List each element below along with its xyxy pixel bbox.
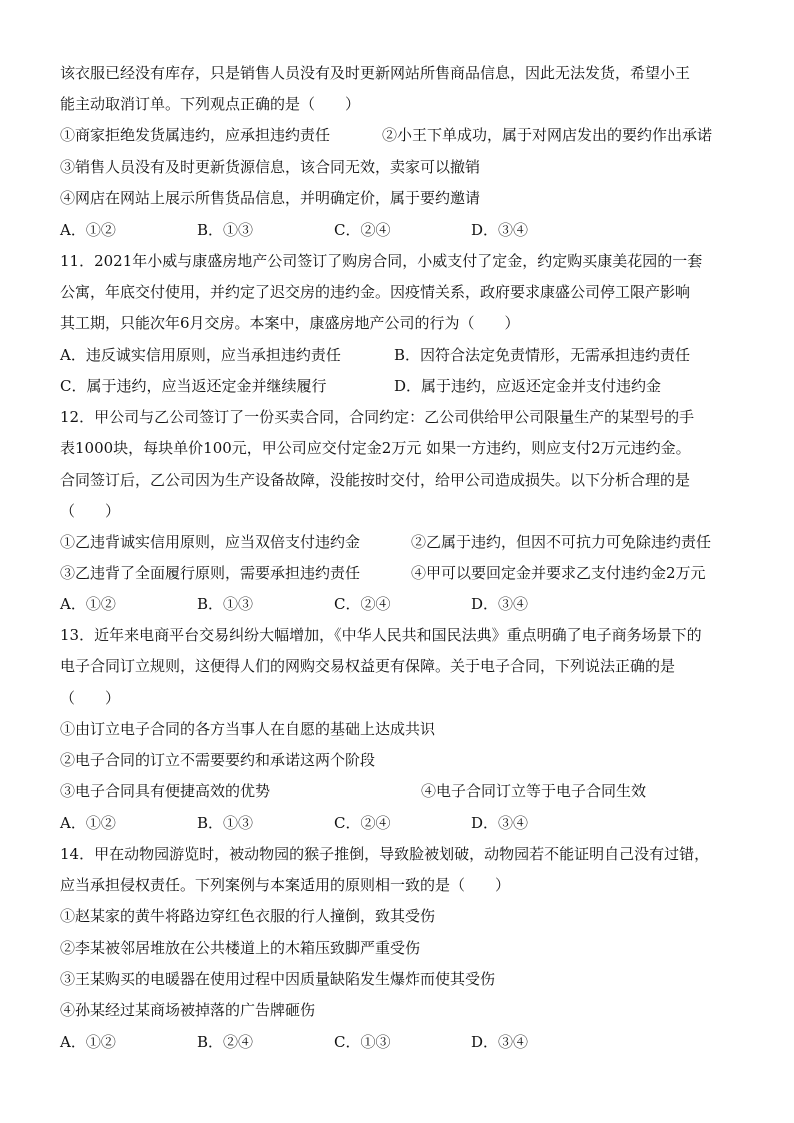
q13-statement-4: ④电子合同订立等于电子合同生效 — [421, 782, 647, 800]
q11-option-b: B．因符合法定免责情形，无需承担违约责任 — [394, 346, 691, 364]
q14-stem-line-2: 应当承担侵权责任。下列案例与本案适用的原则相一致的是（ ） — [60, 876, 511, 894]
q14-option-b: B．②④ — [197, 1033, 254, 1051]
q13-option-c: C．②④ — [334, 814, 391, 832]
q13-option-d: D．③④ — [471, 814, 529, 832]
q13-stem-line-3: （ ） — [60, 689, 121, 707]
q11-stem-line-2: 公寓，年底交付使用，并约定了迟交房的违约金。因疫情关系，政府要求康盛公司停工限产影响 — [60, 283, 691, 301]
q14-option-c: C．①③ — [334, 1033, 391, 1051]
q12-stem-line-3: 合同签订后，乙公司因为生产设备故障，没能按时交付，给甲公司造成损失。以下分析合理的是 — [60, 471, 691, 489]
q13-stem-line-2: 电子合同订立规则，这便得人们的网购交易权益更有保障。关于电子合同，下列说法正确的是 — [60, 657, 676, 675]
q10-option-c: C．②④ — [334, 221, 391, 239]
q12-stem-line-2: 表1000块，每块单价100元，甲公司应交付定金2万元 如果一方违约，则应支付2万元违约金。 — [60, 439, 691, 457]
q13-option-b: B．①③ — [197, 814, 254, 832]
q11-option-c: C．属于违约，应当返还定金并继续履行 — [60, 377, 327, 395]
q12-option-a: A．①② — [60, 595, 116, 613]
q10-statement-3: ③销售人员没有及时更新货源信息，该合同无效，卖家可以撤销 — [60, 158, 481, 176]
q10-option-a: A．①② — [60, 221, 116, 239]
q10-statement-4: ④网店在网站上展示所售货品信息，并明确定价，属于要约邀请 — [60, 189, 481, 207]
q14-statement-1: ①赵某家的黄牛将路边穿红色衣服的行人撞倒，致其受伤 — [60, 907, 436, 925]
q11-stem-line-1: 11．2021年小威与康盛房地产公司签订了购房合同，小威支付了定金，约定购买康美花园的一套 — [60, 252, 703, 270]
q12-option-d: D．③④ — [471, 595, 529, 613]
q10-stem-line-2: 能主动取消订单。下列观点正确的是（ ） — [60, 95, 361, 113]
q14-statement-2: ②李某被邻居堆放在公共楼道上的木箱压致脚严重受伤 — [60, 939, 421, 957]
q13-statement-3: ③电子合同具有便捷高效的优势 — [60, 782, 271, 800]
q12-statement-4: ④甲可以要回定金并要求乙支付违约金2万元 — [411, 564, 706, 582]
q12-statement-1: ①乙违背诚实信用原则，应当双倍支付违约金 — [60, 533, 361, 551]
q12-stem-line-4: （ ） — [60, 502, 121, 520]
q13-statement-1: ①由订立电子合同的各方当事人在自愿的基础上达成共识 — [60, 720, 436, 738]
q11-stem-line-3: 其工期，只能次年6月交房。本案中，康盛房地产公司的行为（ ） — [60, 314, 520, 332]
q13-stem-line-1: 13．近年来电商平台交易纠纷大幅增加，《中华人民共和国民法典》重点明确了电子商务场景下的 — [60, 626, 702, 644]
q10-stem-line-1: 该衣服已经没有库存，只是销售人员没有及时更新网站所售商品信息，因此无法发货，希望小王 — [60, 64, 691, 82]
q14-statement-3: ③王某购买的电暖器在使用过程中因质量缺陷发生爆炸而使其受伤 — [60, 970, 496, 988]
q10-option-b: B．①③ — [197, 221, 254, 239]
q12-statement-3: ③乙违背了全面履行原则，需要承担违约责任 — [60, 564, 361, 582]
q10-statement-2: ②小王下单成功，属于对网店发出的要约作出承诺 — [382, 126, 713, 144]
q12-statement-2: ②乙属于违约，但因不可抗力可免除违约责任 — [411, 533, 712, 551]
q11-option-d: D．属于违约，应返还定金并支付违约金 — [394, 377, 662, 395]
q14-option-d: D．③④ — [471, 1033, 529, 1051]
q13-option-a: A．①② — [60, 814, 116, 832]
q14-stem-line-1: 14．甲在动物园游览时，被动物园的猴子推倒，导致脸被划破，动物园若不能证明自己没有过错， — [60, 845, 710, 863]
q14-statement-4: ④孙某经过某商场被掉落的广告牌砸伤 — [60, 1001, 316, 1019]
q14-option-a: A．①② — [60, 1033, 116, 1051]
q10-option-d: D．③④ — [471, 221, 529, 239]
q13-statement-2: ②电子合同的订立不需要要约和承诺这两个阶段 — [60, 751, 376, 769]
q12-option-c: C．②④ — [334, 595, 391, 613]
q12-stem-line-1: 12．甲公司与乙公司签订了一份买卖合同，合同约定：乙公司供给甲公司限量生产的某型号的手 — [60, 408, 695, 426]
q11-option-a: A．违反诚实信用原则，应当承担违约责任 — [60, 346, 341, 364]
q10-statement-1: ①商家拒绝发货属违约，应承担违约责任 — [60, 126, 331, 144]
q12-option-b: B．①③ — [197, 595, 254, 613]
